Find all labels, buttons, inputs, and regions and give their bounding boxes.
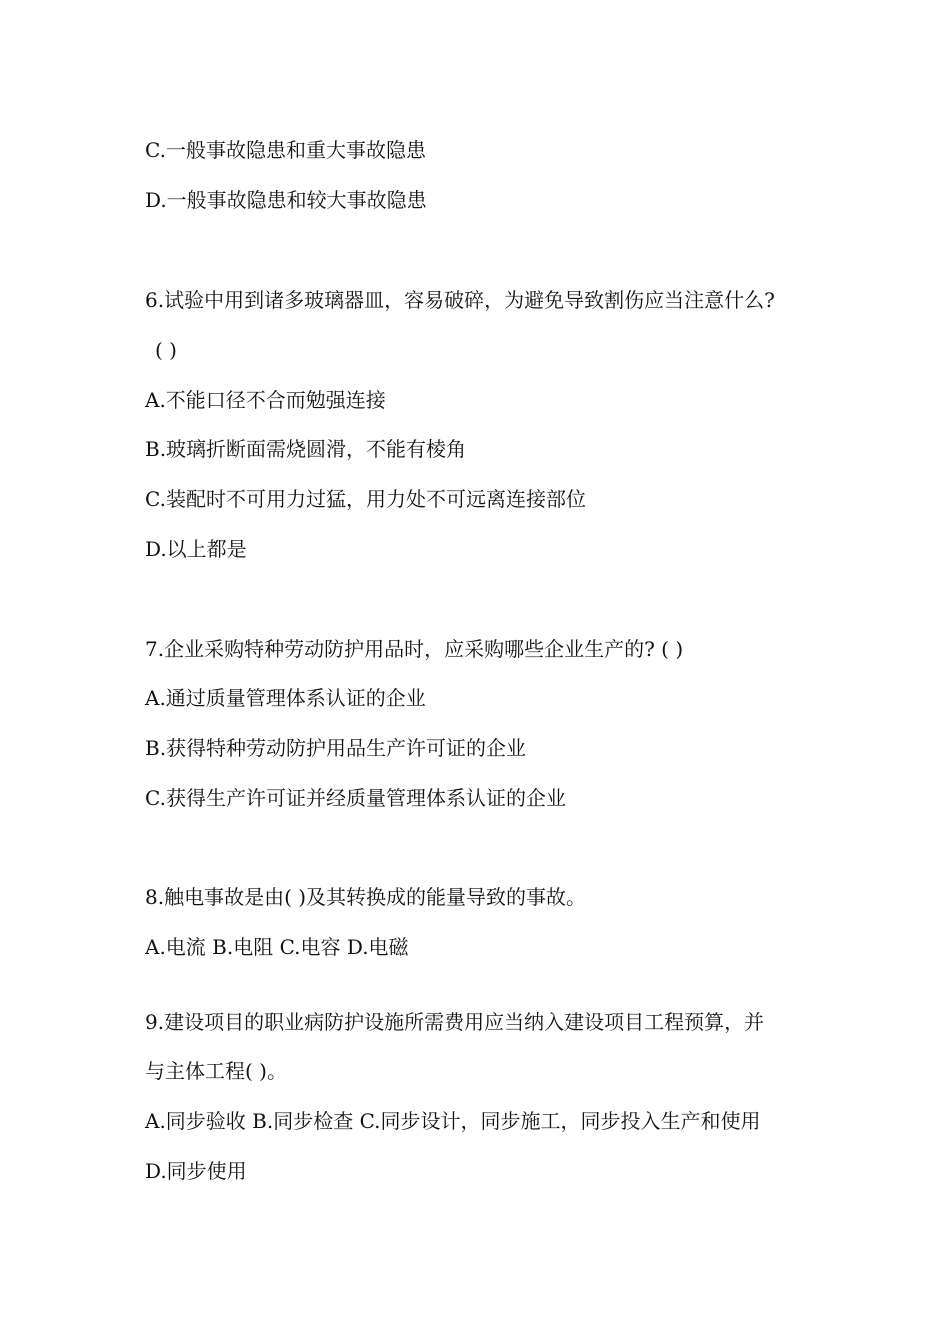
q9-option-d: D.同步使用 (145, 1159, 247, 1183)
q7-option-a: A.通过质量管理体系认证的企业 (145, 686, 426, 710)
q5-option-d: D.一般事故隐患和较大事故隐患 (145, 188, 427, 212)
q8-options: A.电流 B.电阻 C.电容 D.电磁 (145, 935, 409, 959)
q6-option-a: A.不能口径不合而勉强连接 (145, 388, 386, 412)
q7-option-c: C.获得生产许可证并经质量管理体系认证的企业 (145, 786, 566, 810)
q6-question-line-1: 6.试验中用到诸多玻璃器皿，容易破碎，为避免导致割伤应当注意什么? (145, 288, 775, 312)
q6-option-b: B.玻璃折断面需烧圆滑，不能有棱角 (145, 437, 467, 461)
q6-option-c: C.装配时不可用力过猛，用力处不可远离连接部位 (145, 487, 586, 511)
q7-option-b: B.获得特种劳动防护用品生产许可证的企业 (145, 736, 527, 760)
q9-options: A.同步验收 B.同步检查 C.同步设计，同步施工，同步投入生产和使用 (145, 1109, 761, 1133)
q5-option-c: C.一般事故隐患和重大事故隐患 (145, 138, 426, 162)
q9-question-line-1: 9.建设项目的职业病防护设施所需费用应当纳入建设项目工程预算，并 (145, 1010, 765, 1034)
q6-option-d: D.以上都是 (145, 537, 247, 561)
q7-question: 7.企业采购特种劳动防护用品时，应采购哪些企业生产的? ( ) (145, 637, 684, 661)
q8-question: 8.触电事故是由( )及其转换成的能量导致的事故。 (145, 885, 587, 909)
q6-question-line-2: ( ) (155, 338, 177, 362)
q9-question-line-2: 与主体工程( )。 (145, 1059, 287, 1083)
